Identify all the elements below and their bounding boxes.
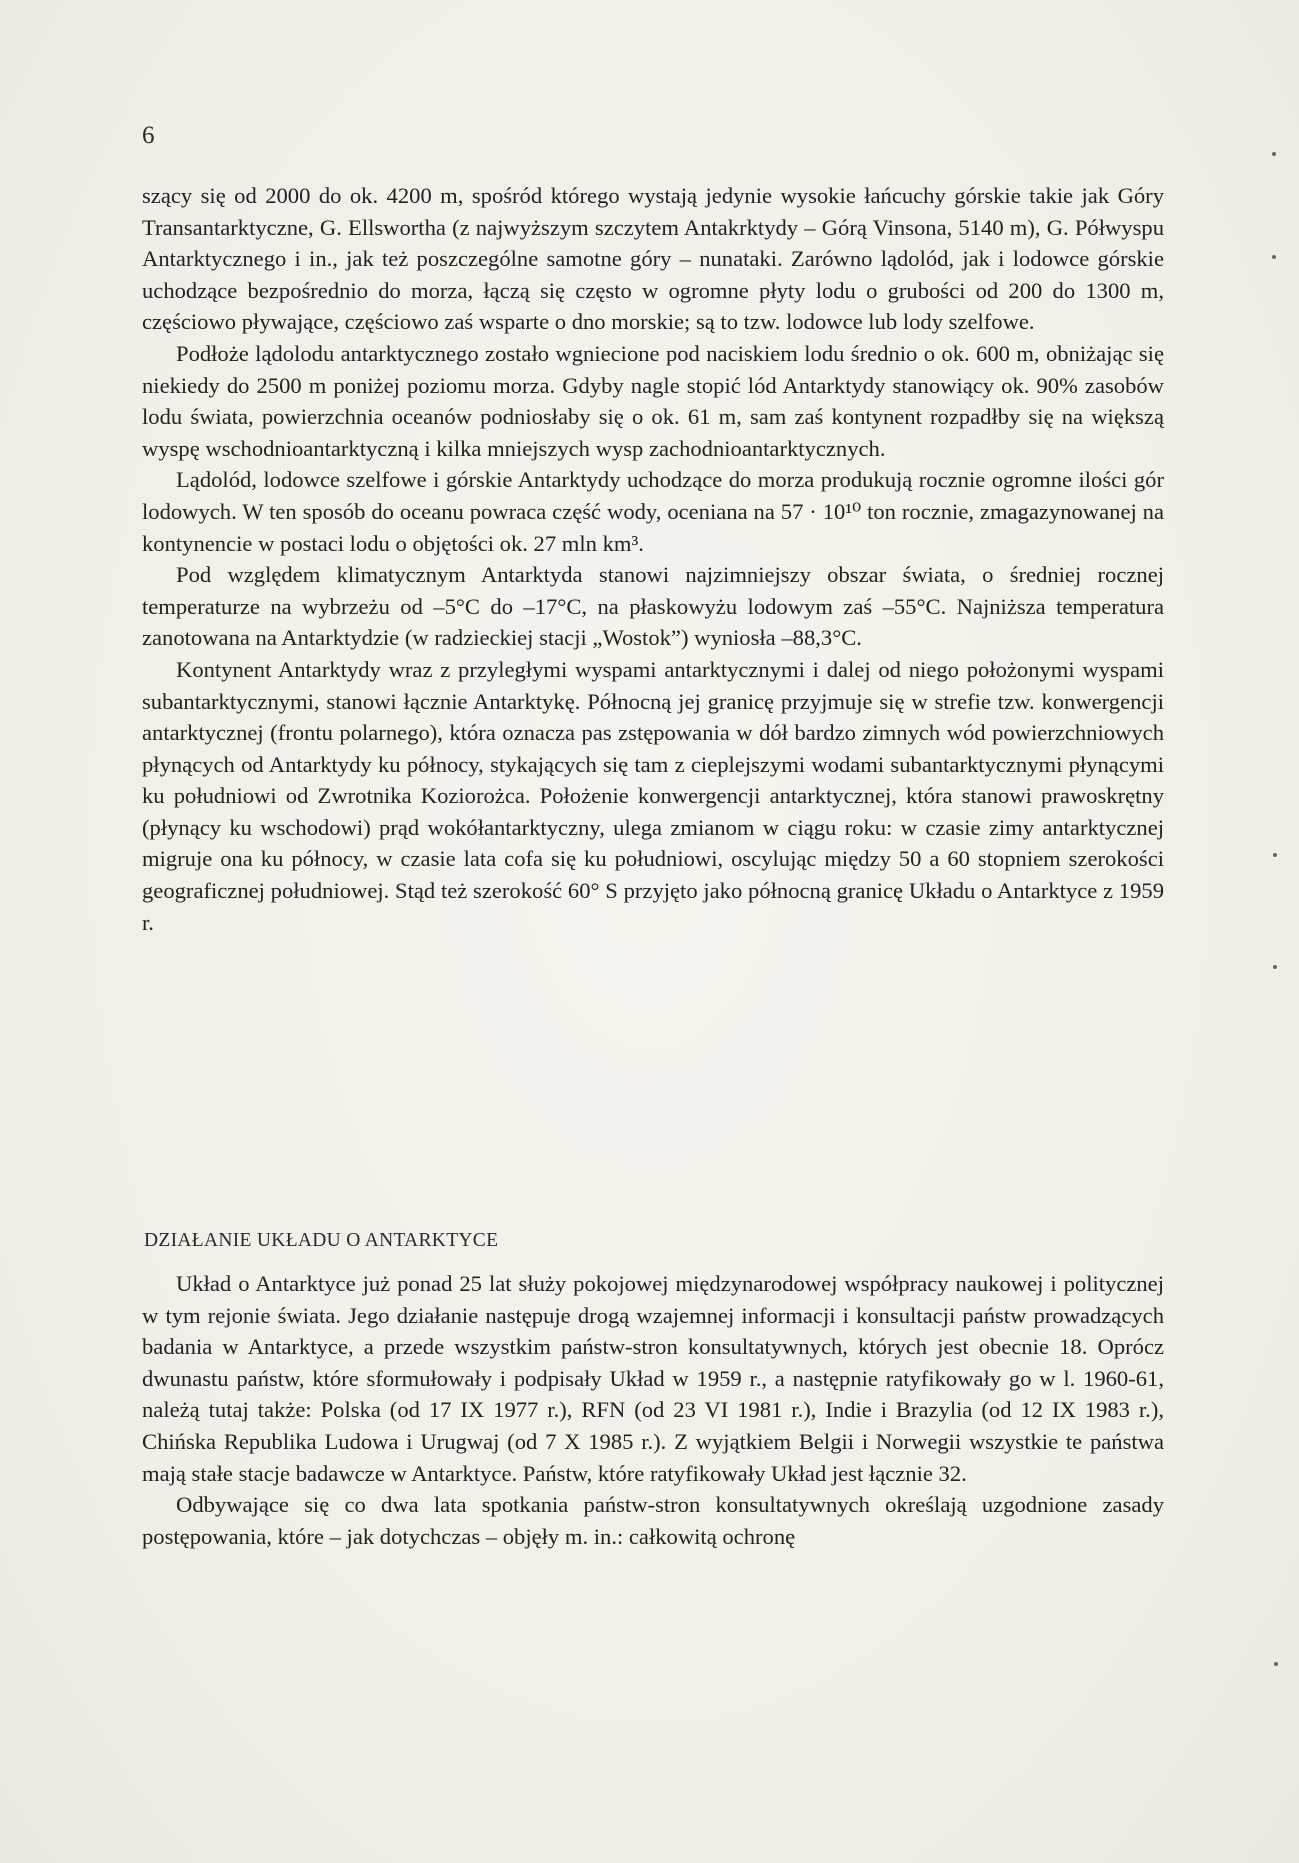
scan-speck [1273, 965, 1277, 969]
scan-speck [1272, 255, 1276, 259]
paragraph: Podłoże lądolodu antarktycznego zostało wgniecione pod naciskiem lodu średnio o ok. 600 m, obniżając się niekiedy do 2500 m poniżej poziomu morza. Gdyby nagle stopić lód Antarktydy stanowiący ok. 90% zasobów lodu świata, powierzchnia oceanów podniosłaby się o ok. 61 m, sam zaś kontynent rozpadłby się na większą wyspę wschodnioantarktyczną i kilka mniejszych wysp zachodnioantarktycznych. [142, 340, 1164, 461]
paragraph: Odbywające się co dwa lata spotkania państw-stron konsultatywnych określają uzgodnione zasady postępowania, które – jak dotychczas – objęły m. in.: całkowitą ochronę [142, 1492, 1164, 1549]
section-text-block [142, 1268, 1164, 1552]
main-text-block [142, 180, 1164, 938]
scan-speck [1274, 1662, 1278, 1666]
section-heading: DZIAŁANIE UKŁADU O ANTARKTYCE [144, 1230, 499, 1251]
scan-speck [1272, 152, 1276, 156]
paragraph: Układ o Antarktyce już ponad 25 lat służy pokojowej międzynarodowej współpracy naukowej i politycznej w tym rejonie świata. Jego działanie następuje drogą wzajemnej informacji i konsultacji państw prowadzących badania w Antarktyce, a przede wszystkim państw-stron konsultatywnych, których jest obecnie 18. Oprócz dwunastu państw, które sformułowały i podpisały Układ w 1959 r., a następnie ratyfikowały go w l. 1960-61, należą tutaj także: Polska (od 17 IX 1977 r.), RFN (od 23 VI 1981 r.), Indie i Brazylia (od 12 IX 1983 r.), Chińska Republika Ludowa i Urugwaj (od 7 X 1985 r.). Z wyjątkiem Belgii i Norwegii wszystkie te państwa mają stałe stacje badawcze w Antarktyce. Państw, które ratyfikowały Układ jest łącznie 32. [142, 1271, 1164, 1486]
scan-speck [1273, 853, 1277, 857]
paragraph: Pod względem klimatycznym Antarktyda stanowi najzimniejszy obszar świata, o średniej rocznej temperaturze na wybrzeżu od –5°C do –17°C, na płaskowyżu lodowym zaś –55°C. Najniższa temperatura zanotowana na Antarktydzie (w radzieckiej stacji „Wostok”) wyniosła –88,3°C. [142, 562, 1164, 651]
paragraph: Lądolód, lodowce szelfowe i górskie Antarktydy uchodzące do morza produkują rocznie ogromne ilości gór lodowych. W ten sposób do oceanu powraca część wody, oceniana na 57 · 10¹⁰ ton rocznie, zmagazynowanej na kontynencie w postaci lodu o objętości ok. 27 mln km³. [142, 467, 1164, 556]
paragraph-continuation: szący się od 2000 do ok. 4200 m, spośród którego wystają jedynie wysokie łańcuchy górskie takie jak Góry Transantarktyczne, G. Ellswortha (z najwyższym szczytem Antakrktydy – Górą Vinsona, 5140 m), G. Półwyspu Antarktycznego i in., jak też poszczególne samotne góry – nunataki. Zarówno lądolód, jak i lodowce górskie uchodzące bezpośrednio do morza, łączą się często w ogromne płyty lodu o grubości od 200 do 1300 m, częściowo pływające, częściowo zaś wsparte o dno morskie; są to tzw. lodowce lub lody szelfowe. [142, 183, 1164, 335]
page-number: 6 [142, 122, 155, 149]
paragraph: Kontynent Antarktydy wraz z przyległymi wyspami antarktycznymi i dalej od niego położonymi wyspami subantarktycznymi, stanowi łącznie Antarktykę. Północną jej granicę przyjmuje się w strefie tzw. konwergencji antarktycznej (frontu polarnego), która oznacza pas zstępowania w dół bardzo zimnych wód powierzchniowych płynących od Antarktydy ku północy, stykających się tam z cieplejszymi wodami subantarktycznymi płynącymi ku południowi od Zwrotnika Koziorożca. Położenie konwergencji antarktycznej, która stanowi prawoskrętny (płynący ku wschodowi) prąd wokółantarktyczny, ulega zmianom w ciągu roku: w czasie zimy antarktycznej migruje ona ku północy, w czasie lata cofa się ku południowi, oscylując między 50 a 60 stopniem szerokości geograficznej południowej. Stąd też szerokość 60° S przyjęto jako północną granicę Układu o Antarktyce z 1959 r. [142, 656, 1164, 935]
